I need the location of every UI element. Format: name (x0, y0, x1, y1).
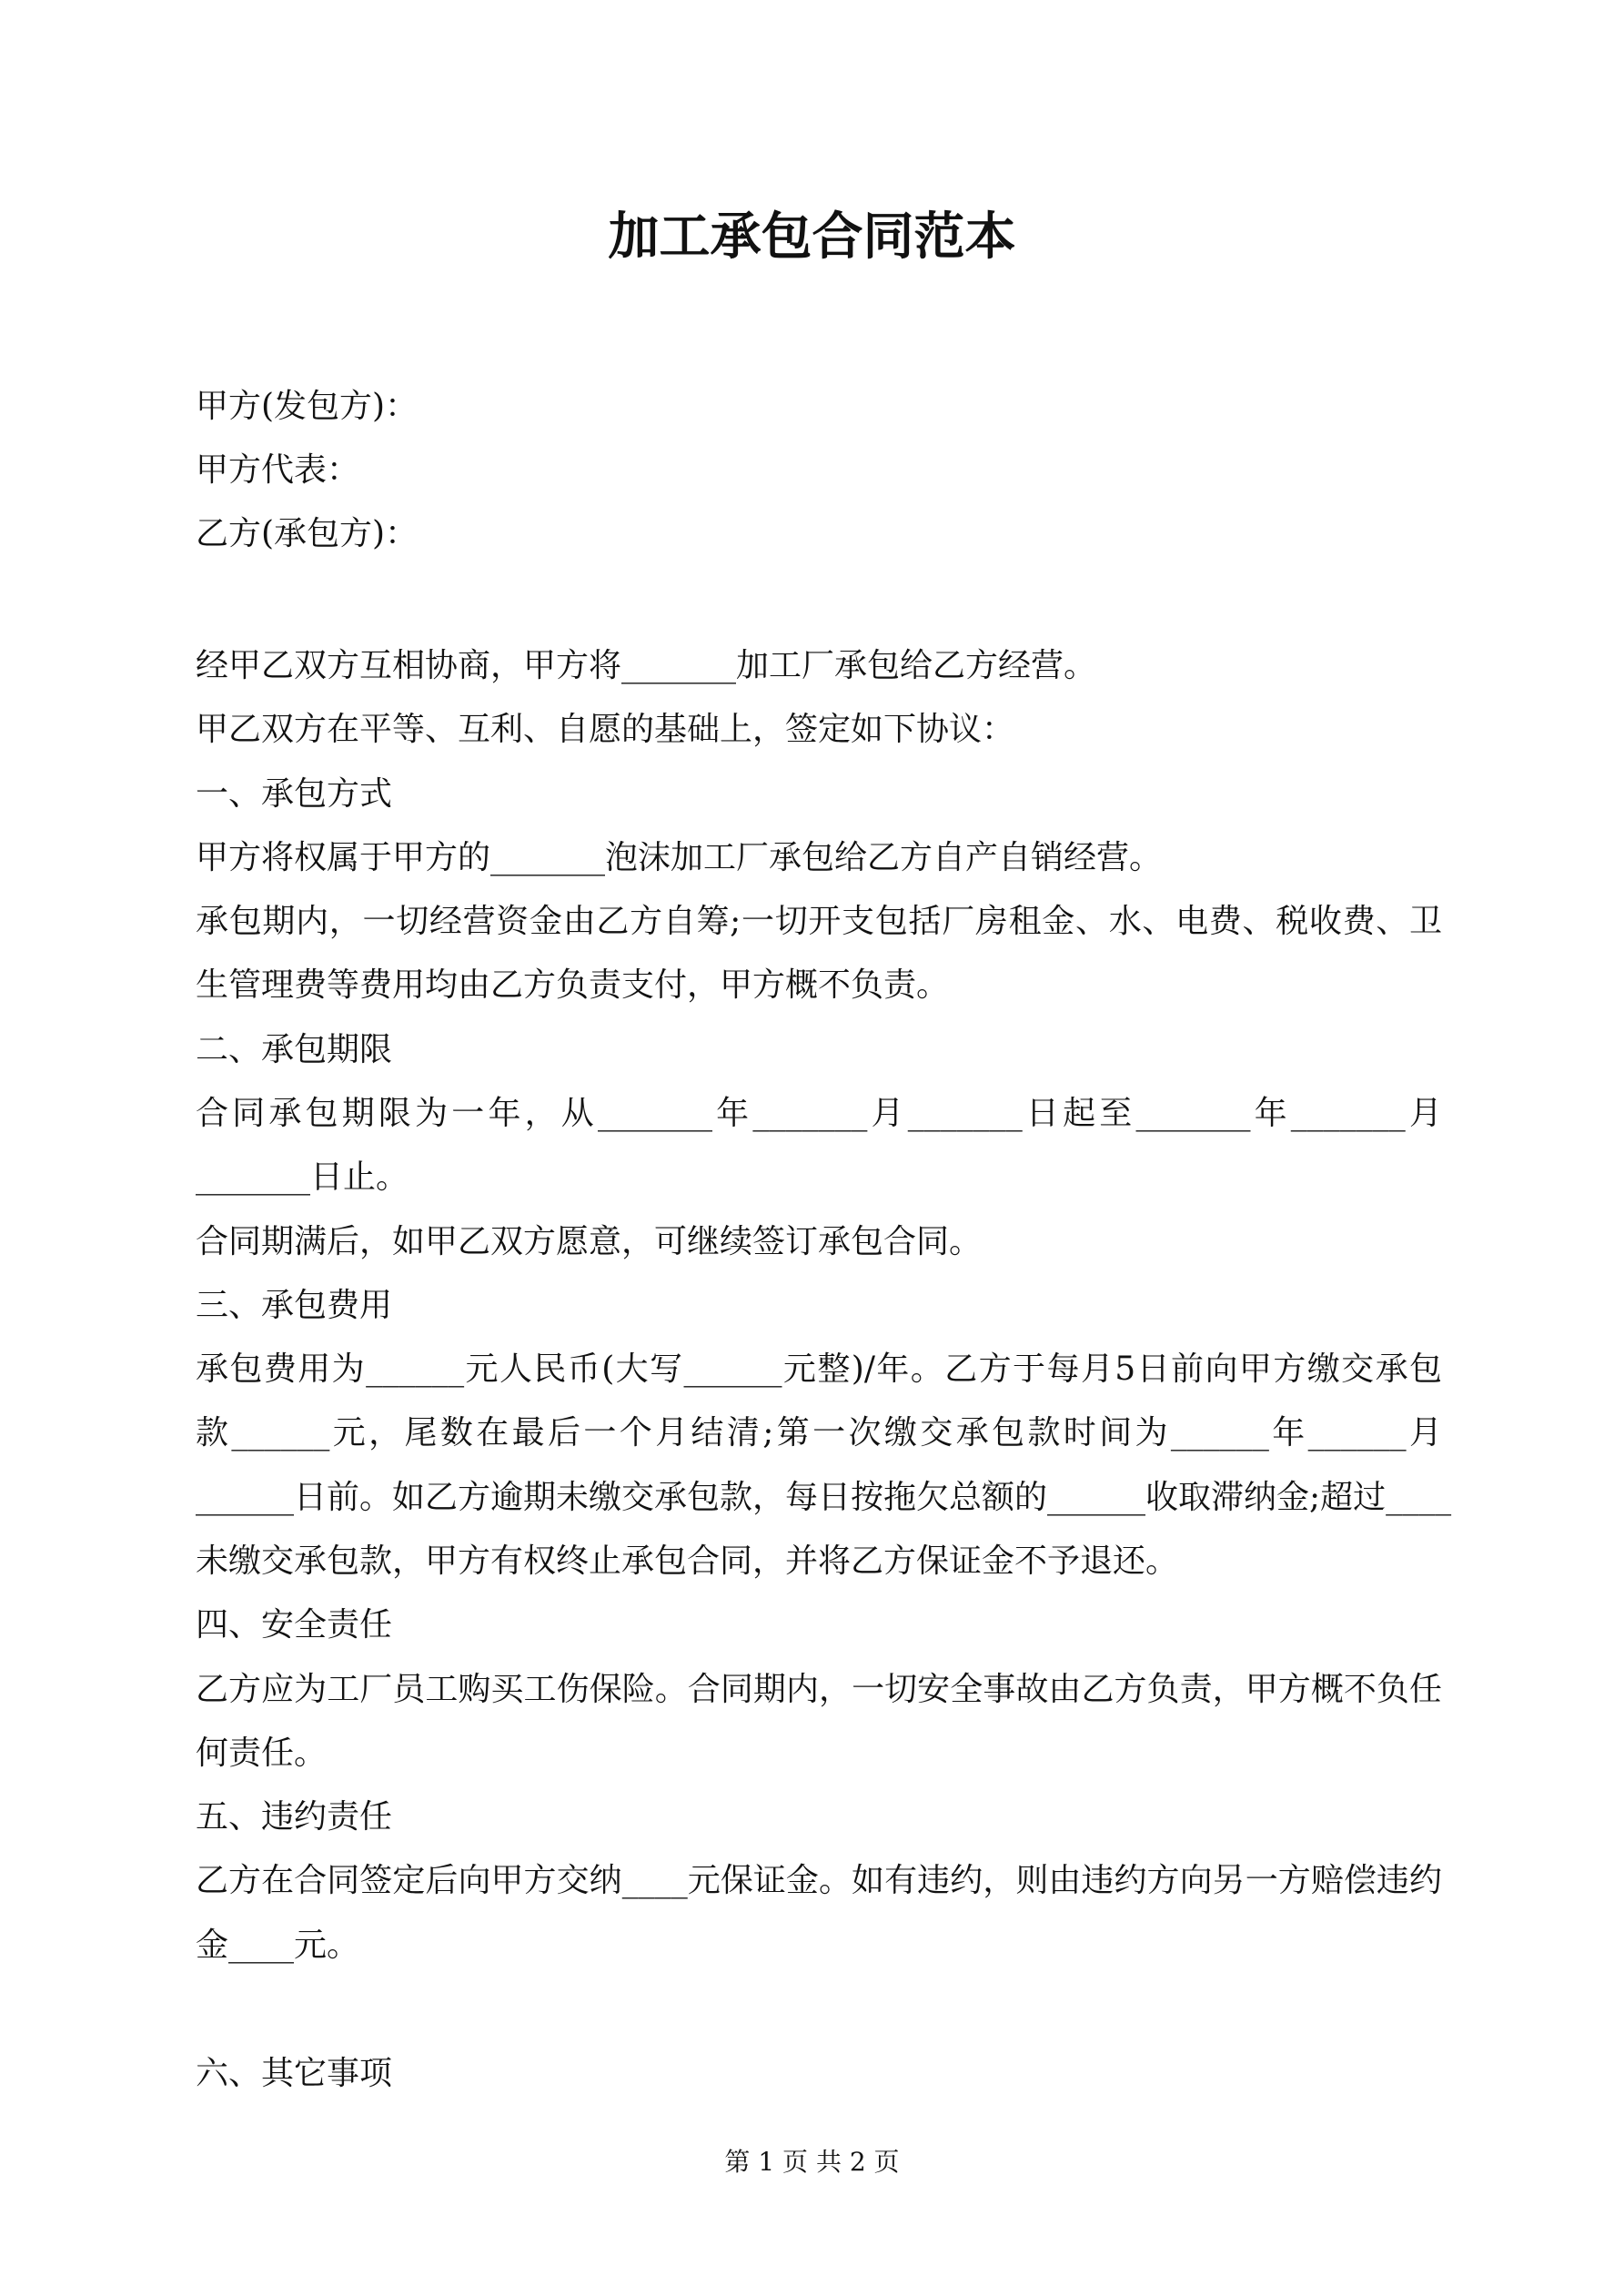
paragraph-line: 金____元。 (196, 1927, 360, 1964)
intro-line-2: 甲乙双方在平等、互利、自愿的基础上，签定如下协议： (196, 711, 1015, 748)
intro-line-1: 经甲乙双方互相协商，甲方将_______加工厂承包给乙方经营。 (196, 647, 1097, 684)
paragraph-line: 乙方在合同签定后向甲方交纳____元保证金。如有违约，则由违约方向另一方赔偿违约 (196, 1862, 1442, 1899)
party-a-line: 甲方(发包方)： (196, 388, 419, 425)
paragraph-line: 款______元，尾数在最后一个月结清;第一次缴交承包款时间为______年______月 (196, 1414, 1442, 1451)
paragraph-line: 合同承包期限为一年，从_______年_______月_______日起至_______年_______月 (196, 1095, 1442, 1132)
party-b-line: 乙方(承包方)： (196, 515, 419, 552)
section-heading-1: 一、承包方式 (196, 775, 393, 813)
section-heading-5: 五、违约责任 (196, 1798, 393, 1836)
document-title: 加工承包合同范本 (608, 207, 1016, 267)
paragraph-line: 合同期满后，如甲乙双方愿意，可继续签订承包合同。 (196, 1223, 983, 1260)
section-heading-4: 四、安全责任 (196, 1606, 393, 1644)
page-number-footer: 第 1 页 共 2 页 (724, 2147, 900, 2177)
paragraph-line: 生管理费等费用均由乙方负责支付，甲方概不负责。 (196, 966, 950, 1004)
paragraph-line: 乙方应为工厂员工购买工伤保险。合同期内，一切安全事故由乙方负责，甲方概不负任 (196, 1671, 1442, 1708)
paragraph-line: _______日止。 (196, 1158, 409, 1196)
section-heading-2: 二、承包期限 (196, 1031, 393, 1068)
party-a-rep-line: 甲方代表： (196, 451, 360, 489)
paragraph-line: 何责任。 (196, 1735, 328, 1772)
paragraph-line: 承包期内，一切经营资金由乙方自筹;一切开支包括厂房租金、水、电费、税收费、卫 (196, 903, 1442, 940)
paragraph-line: 甲方将权属于甲方的_______泡沫加工厂承包给乙方自产自销经营。 (196, 839, 1163, 876)
paragraph-line: ______日前。如乙方逾期未缴交承包款，每日按拖欠总额的______收取滞纳金;超过____ (196, 1479, 1452, 1516)
section-heading-3: 三、承包费用 (196, 1287, 393, 1324)
paragraph-line: 未缴交承包款，甲方有权终止承包合同，并将乙方保证金不予退还。 (196, 1542, 1179, 1580)
paragraph-line: 承包费用为______元人民币(大写______元整)/年。乙方于每月5日前向甲方缴交承包 (196, 1350, 1442, 1388)
section-heading-6: 六、其它事项 (196, 2055, 393, 2092)
